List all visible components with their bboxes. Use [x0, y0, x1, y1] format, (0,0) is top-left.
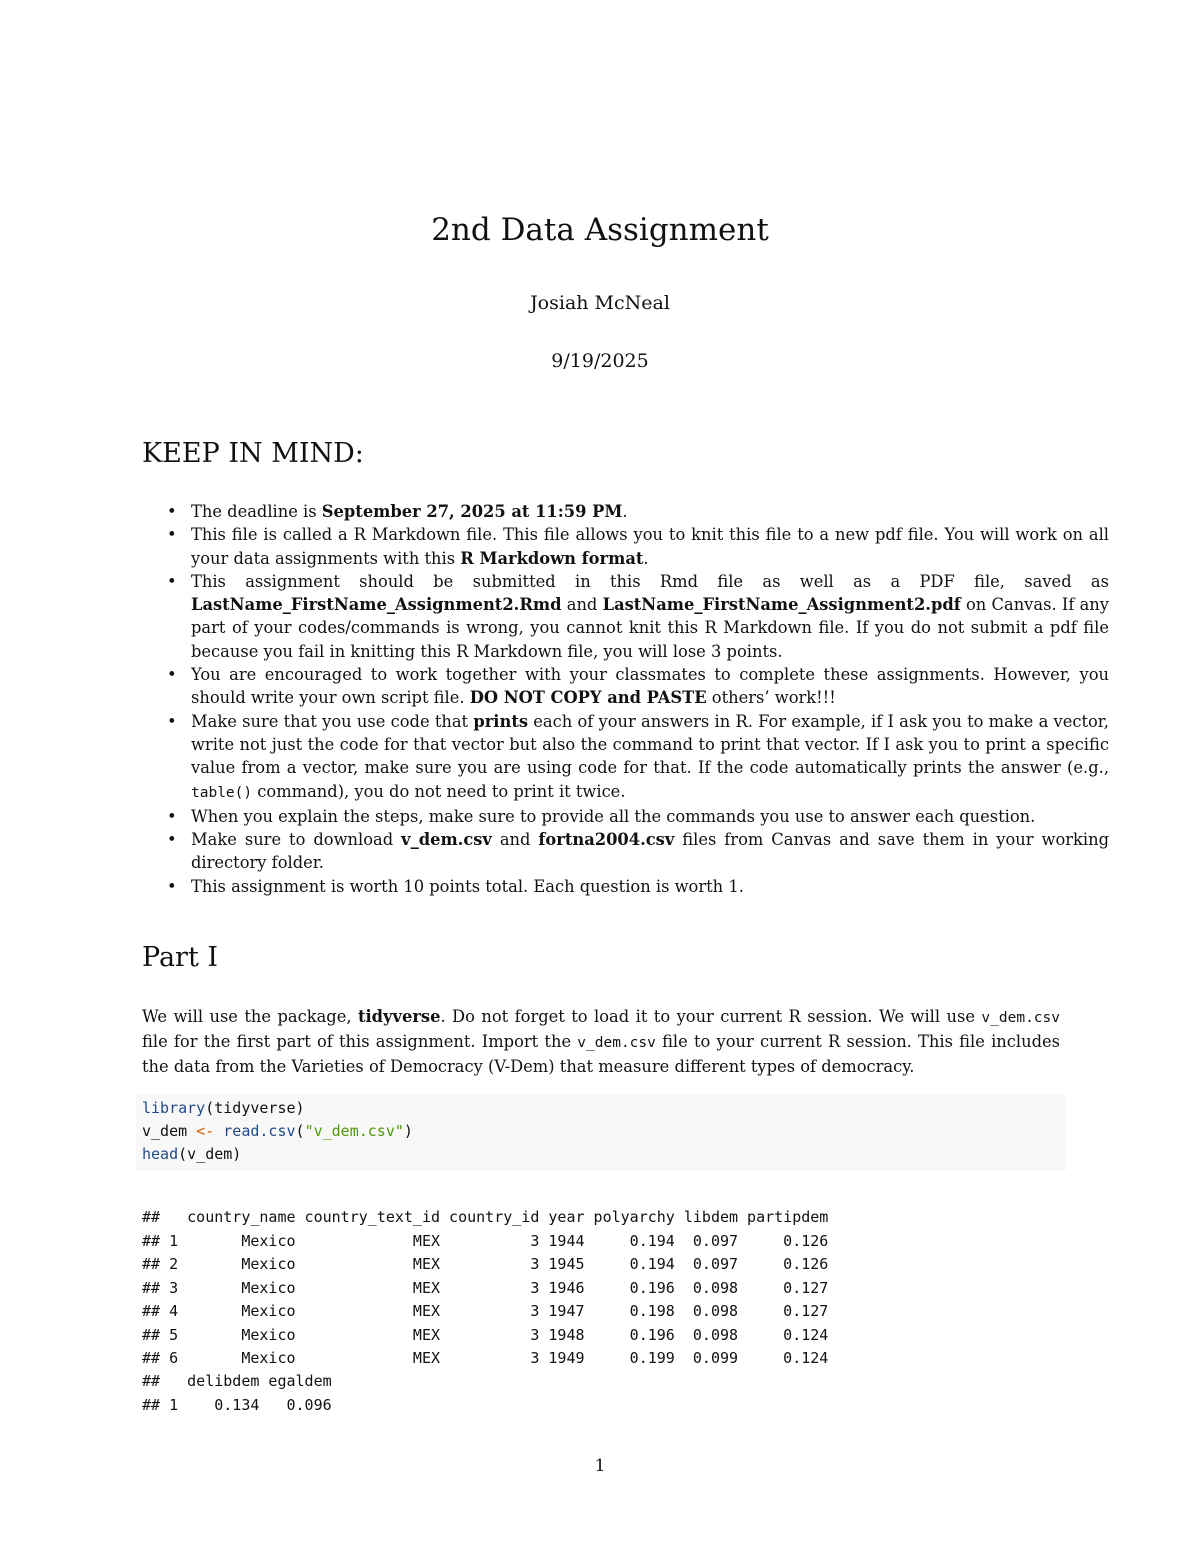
list-item-download-files: • Make sure to download v_dem.csv and fortna2004.csv files from Canvas and save them in your working directory folder.: [191, 828, 1109, 875]
code-line: head(v_dem): [142, 1145, 242, 1163]
document-date: 9/19/2025: [551, 350, 649, 372]
part-one-heading: Part I: [142, 942, 219, 973]
document-author: Josiah McNeal: [530, 292, 670, 314]
code-line: v_dem <- read.csv("v_dem.csv"): [142, 1122, 413, 1140]
r-code-block: [136, 1095, 1066, 1171]
output-line: ## 1 0.134 0.096: [142, 1396, 332, 1414]
output-line: ## 6 Mexico MEX 3 1949 0.199 0.099 0.124: [142, 1349, 829, 1367]
list-item-submission: • This assignment should be submitted in this Rmd file as well as a PDF file, saved as LastName_FirstName_Assignment2.Rmd and LastName_FirstName_Assignment2.pdf on Canvas. If any part of your codes/commands is wrong, you cannot knit this R Markdown file. If you do not submit a pdf file because you fail in knitting this R Markdown file, you will lose 3 points.: [191, 570, 1109, 663]
part-one-paragraph: We will use the package, tidyverse. Do not forget to load it to your current R session. We will use v_dem.csv file for the first part of this assignment. Import the v_dem.csv file to your current R session. This file includes the data from the Varieties of Democracy (V-Dem) that measure different types of democracy.: [142, 1007, 1060, 1076]
output-line: ## country_name country_text_id country_id year polyarchy libdem partipdem: [142, 1208, 829, 1226]
output-line: ## 3 Mexico MEX 3 1946 0.196 0.098 0.127: [142, 1279, 829, 1297]
list-item-points: • This assignment is worth 10 points total. Each question is worth 1.: [191, 875, 1109, 898]
output-line: ## delibdem egaldem: [142, 1372, 332, 1390]
keep-in-mind-heading: KEEP IN MIND:: [142, 438, 364, 469]
keep-in-mind-list: [142, 500, 1109, 898]
output-line: ## 2 Mexico MEX 3 1945 0.194 0.097 0.126: [142, 1255, 829, 1273]
page-number: 1: [594, 1456, 606, 1476]
list-item-deadline: • The deadline is September 27, 2025 at 11:59 PM.: [191, 500, 1109, 523]
list-item-explain-steps: • When you explain the steps, make sure to provide all the commands you use to answer each question.: [191, 805, 1109, 828]
list-item-rmarkdown: • This file is called a R Markdown file. This file allows you to knit this file to a new pdf file. You will work on all your data assignments with this R Markdown format.: [191, 523, 1109, 570]
list-item-collaboration: • You are encouraged to work together with your classmates to complete these assignments. However, you should write your own script file. DO NOT COPY and PASTE others’ work!!!: [191, 663, 1109, 710]
list-item-print-answers: • Make sure that you use code that prints each of your answers in R. For example, if I ask you to make a vector, write not just the code for that vector but also the command to print that vector. If I ask you to print a specific value from a vector, make sure you are using code for that. If the code automatically prints the answer (e.g., table() command), you do not need to print it twice.: [191, 710, 1109, 805]
code-line: library(tidyverse): [142, 1099, 305, 1117]
output-line: ## 5 Mexico MEX 3 1948 0.196 0.098 0.124: [142, 1326, 829, 1344]
output-line: ## 4 Mexico MEX 3 1947 0.198 0.098 0.127: [142, 1302, 829, 1320]
output-line: ## 1 Mexico MEX 3 1944 0.194 0.097 0.126: [142, 1232, 829, 1250]
document-title: 2nd Data Assignment: [431, 212, 769, 248]
